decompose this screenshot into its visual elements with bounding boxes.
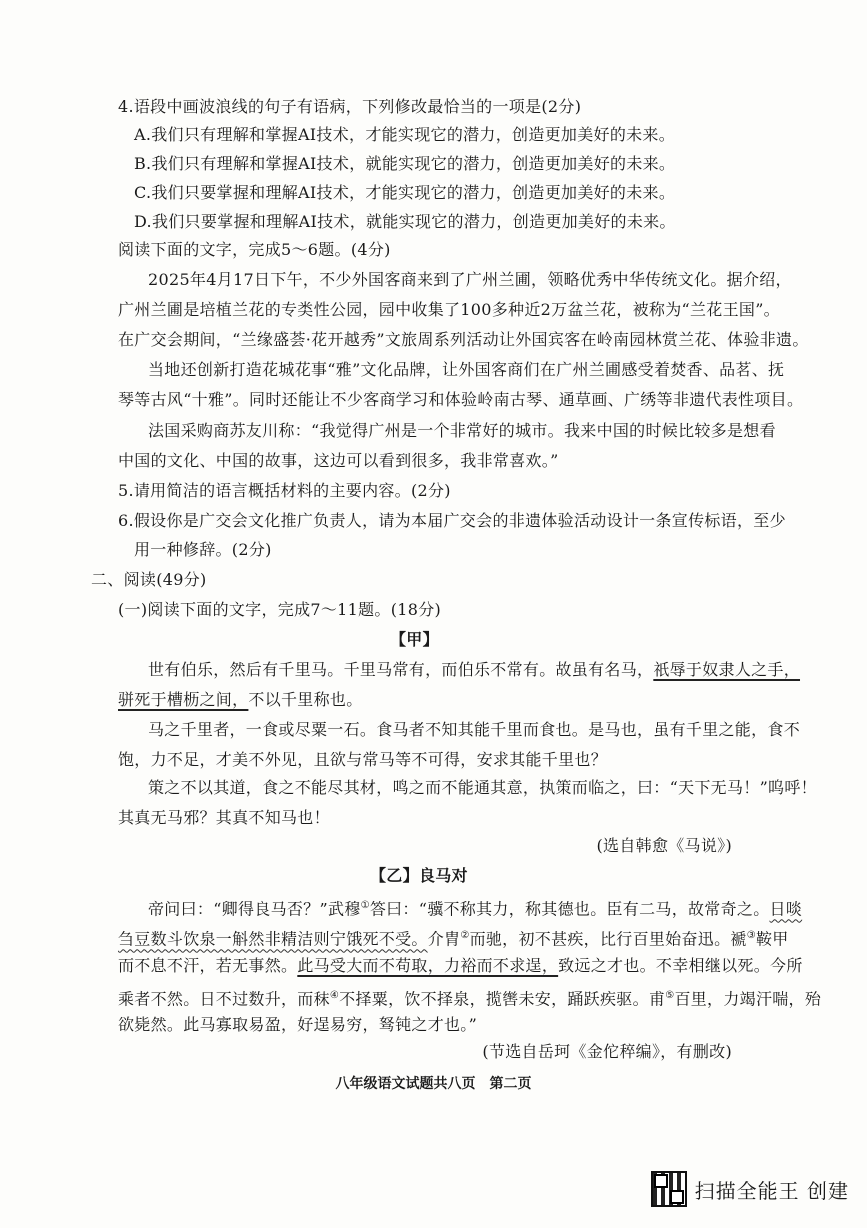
q4-option-d: D.我们只要掌握和理解AI技术，就能实现它的潜力，创造更加美好的未来。 xyxy=(134,212,676,231)
passage-line: 在广交会期间，“兰缘盛荟·花开越秀”文旅周系列活动让外国宾客在岭南园林赏兰花、体验非遗。 xyxy=(118,330,809,349)
text-span: 不择粟，饮不择泉，揽辔未安，踊跃疾驱。甫 xyxy=(339,989,666,1009)
source-citation: (节选自岳珂《金佗稡编》，有删改) xyxy=(482,1042,732,1061)
classical-line xyxy=(118,690,363,710)
classical-line: 其真无马邪？其真不知马也！ xyxy=(118,808,330,827)
scanner-watermark xyxy=(651,1171,849,1207)
text-span: 答曰：“骥不称其力，称其德也。臣有二马，故常奇之。 xyxy=(369,899,770,919)
q4-option-a: A.我们只有理解和掌握AI技术，才能实现它的潜力，创造更加美好的未来。 xyxy=(134,125,676,144)
q4-option-b: B.我们只有理解和掌握AI技术，就能实现它的潜力，创造更加美好的未来。 xyxy=(134,154,676,173)
passage-line: 当地还创新打造花城花事“雅”文化品牌，让外国客商们在广州兰圃感受着焚香、品茗、抚 xyxy=(148,360,785,379)
classical-line xyxy=(118,956,803,976)
scanner-watermark-text: 扫描全能王 创建 xyxy=(694,1178,849,1203)
question-5: 5.请用简洁的语言概括材料的主要内容。(2分) xyxy=(118,481,451,500)
text-span: 而驰，初不甚疾，比行百里始奋迅。褫 xyxy=(469,929,747,949)
underlined-sentence: 祇辱于奴隶人之手， xyxy=(653,660,801,679)
classical-line: 欲毙然。此马寡取易盈，好逞易穷，驽钝之才也。” xyxy=(118,1015,478,1034)
classical-line xyxy=(118,986,821,1009)
classical-line: 策之不以其道，食之不能尽其材，鸣之而不能通其意，执策而临之，曰：“天下无马！”呜呼！ xyxy=(148,778,817,797)
subsection-title: (一)阅读下面的文字，完成7～11题。(18分) xyxy=(118,600,442,619)
page-footer: 八年级语文试题共八页 第二页 xyxy=(335,1076,532,1092)
classical-line xyxy=(148,660,800,680)
q4-option-c: C.我们只要掌握和理解AI技术，才能实现它的潜力，创造更加美好的未来。 xyxy=(134,183,676,202)
section-title: 二、阅读(49分) xyxy=(91,570,207,589)
classical-line xyxy=(118,926,789,949)
text-span: 帝问曰：“卿得良马否？”武穆 xyxy=(148,899,361,919)
qr-code-icon xyxy=(651,1171,687,1207)
question-6: 6.假设你是广交会文化推广负责人，请为本届广交会的非遗体验活动设计一条宣传标语，至少 xyxy=(118,511,786,530)
text-span: 鞍甲 xyxy=(755,929,789,949)
passage-line: 琴等古风“十雅”。同时还能让不少客商学习和体验岭南古琴、通草画、广绣等非遗代表性项目。 xyxy=(118,390,804,409)
text-span: 世有伯乐，然后有千里马。千里马常有，而伯乐不常有。故虽有名马， xyxy=(148,660,654,679)
wavy-sentence: 刍豆数斗饮泉一斛然非精洁则宁饿死不受。 xyxy=(118,929,428,949)
source-citation: (选自韩愈《马说》) xyxy=(596,836,732,855)
classical-line: 饱，力不足，才美不外见，且欲与常马等不可得，安求其能千里也？ xyxy=(118,750,608,769)
text-span: 不以千里称也。 xyxy=(248,690,363,709)
classical-line xyxy=(148,896,802,919)
footnote-marker: ① xyxy=(360,900,370,911)
footnote-marker: ④ xyxy=(329,990,340,1001)
q4-stem: 4.语段中画波浪线的句子有语病，下列修改最恰当的一项是(2分) xyxy=(118,97,582,116)
passage-heading-yi: 【乙】良马对 xyxy=(370,866,468,885)
underlined-sentence: 此马受大而不苟取，力裕而不求逞， xyxy=(297,956,559,975)
reading-5-6-intro: 阅读下面的文字，完成5～6题。(4分) xyxy=(118,240,391,259)
text-span: 而不息不汗，若无事然。 xyxy=(118,956,298,975)
text-span: 乘者不然。日不过数升，而秣 xyxy=(118,989,330,1009)
footnote-marker: ③ xyxy=(746,930,756,941)
passage-line: 广州兰圃是培植兰花的专类性公园，园中收集了100多种近2万盆兰花，被称为“兰花王国”。 xyxy=(118,300,780,319)
text-span: 致远之才也。不幸相继以死。今所 xyxy=(558,956,803,975)
passage-line: 法国采购商苏友川称：“我觉得广州是一个非常好的城市。我来中国的时候比较多是想看 xyxy=(148,421,776,440)
wavy-sentence: 日啖 xyxy=(769,899,803,919)
footnote-marker: ⑤ xyxy=(665,990,675,1001)
footnote-marker: ② xyxy=(460,930,470,941)
classical-line: 马之千里者，一食或尽粟一石。食马者不知其能千里而食也。是马也，虽有千里之能，食不 xyxy=(148,720,801,739)
passage-line: 2025年4月17日下午，不少外国客商来到了广州兰圃，领略优秀中华传统文化。据介绍， xyxy=(148,270,792,289)
passage-heading-jia: 【甲】 xyxy=(390,630,439,649)
text-span: 介胄 xyxy=(427,929,461,949)
passage-line: 中国的文化、中国的故事，这边可以看到很多，我非常喜欢。” xyxy=(118,451,559,470)
question-6-cont: 用一种修辞。(2分) xyxy=(134,540,272,559)
underlined-sentence: 骈死于槽枥之间， xyxy=(118,690,249,709)
text-span: 百里，力竭汗喘，殆 xyxy=(674,989,822,1009)
